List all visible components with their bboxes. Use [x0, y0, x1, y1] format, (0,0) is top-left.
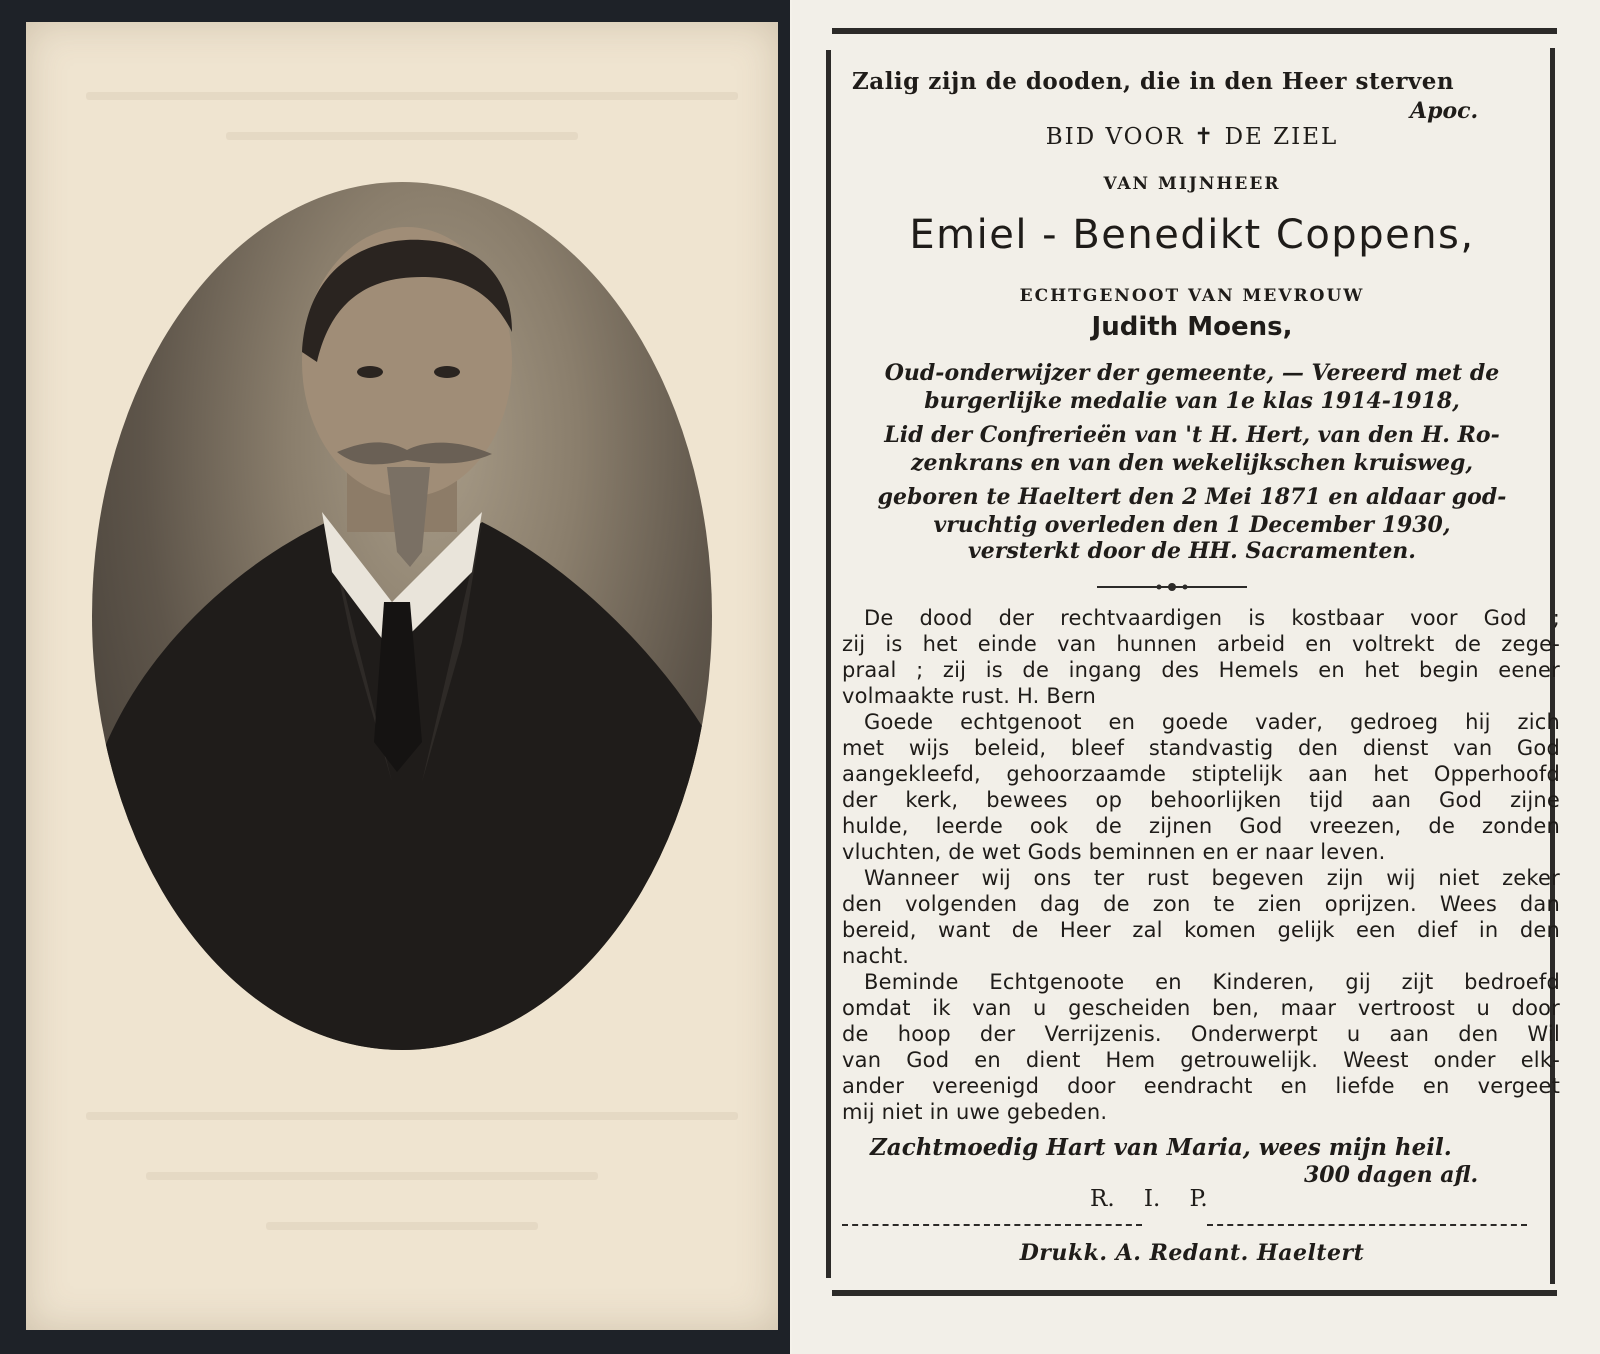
- body-text-line: de hoop der Verrijzenis. Onderwerpt u aan den Wil: [842, 1022, 1560, 1046]
- body-text-line: aangekleefd, gehoorzaamde stiptelijk aan het Opperhoofd: [842, 762, 1560, 786]
- bleed-through-text: [86, 92, 738, 100]
- body-text-line: omdat ik van u gescheiden ben, maar vertroost u door: [842, 996, 1560, 1020]
- body-text-line: praal ; zij is de ingang des Hemels en het begin eener: [842, 658, 1560, 682]
- bio-line: versterkt door de HH. Sacramenten.: [968, 538, 1416, 564]
- body-text-line: hulde, leerde ook de zijnen God vreezen, de zonden: [842, 814, 1560, 838]
- body-text-line: Beminde Echtgenoote en Kinderen, gij zijt bedroefd: [864, 970, 1560, 994]
- spouse-name: Judith Moens,: [1091, 312, 1293, 342]
- body-text-line: ander vereenigd door eendracht en liefde en vergeet: [842, 1074, 1560, 1098]
- body-text-line: Goede echtgenoot en goede vader, gedroeg hij zich: [864, 710, 1560, 734]
- honorific: VAN MIJNHEER: [1103, 174, 1281, 194]
- body-text-line: der kerk, bewees op behoorlijken tijd aan God zijne: [842, 788, 1560, 812]
- bio-line: Lid der Confrerieën van 't H. Hert, van den H. Ro-: [884, 422, 1500, 448]
- photo-card: [0, 0, 790, 1354]
- body-text-line: volmaakte rust. H. Bern: [842, 684, 1097, 708]
- prayer-request: BID VOOR ✝ DE ZIEL: [1045, 124, 1339, 150]
- ornamental-divider: [1097, 582, 1247, 592]
- bio-line: burgerlijke medalie van 1e klas 1914-1918,: [924, 388, 1460, 414]
- body-text-line: bereid, want de Heer zal komen gelijk een dief in den: [842, 918, 1560, 942]
- body-text-line: mij niet in uwe gebeden.: [842, 1100, 1108, 1124]
- body-text-line: vluchten, de wet Gods beminnen en er naar leven.: [842, 840, 1386, 864]
- indulgence-note: 300 dagen afl.: [1304, 1162, 1479, 1188]
- epigraph-source: Apoc.: [1410, 98, 1479, 124]
- body-text-line: Wanneer wij ons ter rust begeven zijn wij niet zeker: [864, 866, 1560, 890]
- bleed-through-text: [146, 1172, 598, 1180]
- body-text-line: met wijs beleid, bleef standvastig den dienst van God: [842, 736, 1560, 760]
- frame-border-top: [832, 28, 1557, 34]
- body-text-line: van God en dient Hem getrouwelijk. Weest onder elk-: [842, 1048, 1560, 1072]
- frame-border-bottom: [832, 1290, 1557, 1296]
- body-text-line: den volgenden dag de zon te zien oprijzen. Wees dan: [842, 892, 1560, 916]
- bleed-through-text: [86, 1112, 738, 1120]
- portrait-photo: [92, 182, 712, 1050]
- printer-credit: Drukk. A. Redant. Haeltert: [1019, 1240, 1365, 1266]
- bio-line: Oud-onderwijzer der gemeente, — Vereerd met de: [884, 360, 1500, 386]
- spouse-intro: ECHTGENOOT VAN MEVROUW: [1019, 286, 1365, 306]
- epigraph: Zalig zijn de dooden, die in den Heer sterven: [852, 68, 1455, 95]
- body-text-line: nacht.: [842, 944, 910, 968]
- frame-border-left: [826, 50, 831, 1278]
- portrait-figure: [92, 182, 712, 1050]
- dashed-rule-left: [842, 1224, 1142, 1226]
- bio-line: vruchtig overleden den 1 December 1930,: [933, 512, 1451, 538]
- deceased-name: Emiel - Benedikt Coppens,: [909, 212, 1475, 258]
- dashed-rule-right: [1207, 1224, 1527, 1226]
- bio-line: geboren te Haeltert den 2 Mei 1871 en aldaar god-: [877, 484, 1507, 510]
- bleed-through-text: [266, 1222, 538, 1230]
- closing-prayer: Zachtmoedig Hart van Maria, wees mijn heil.: [870, 1134, 1452, 1161]
- body-text-line: zij is het einde van hunnen arbeid en voltrekt de zege-: [842, 632, 1560, 656]
- memorial-text-card: [792, 0, 1600, 1354]
- body-text-line: De dood der rechtvaardigen is kostbaar voor God ;: [864, 606, 1560, 630]
- rip-letters: R. I. P.: [1090, 1186, 1208, 1212]
- bio-line: zenkrans en van den wekelijkschen kruisweg,: [910, 450, 1474, 476]
- bleed-through-text: [226, 132, 578, 140]
